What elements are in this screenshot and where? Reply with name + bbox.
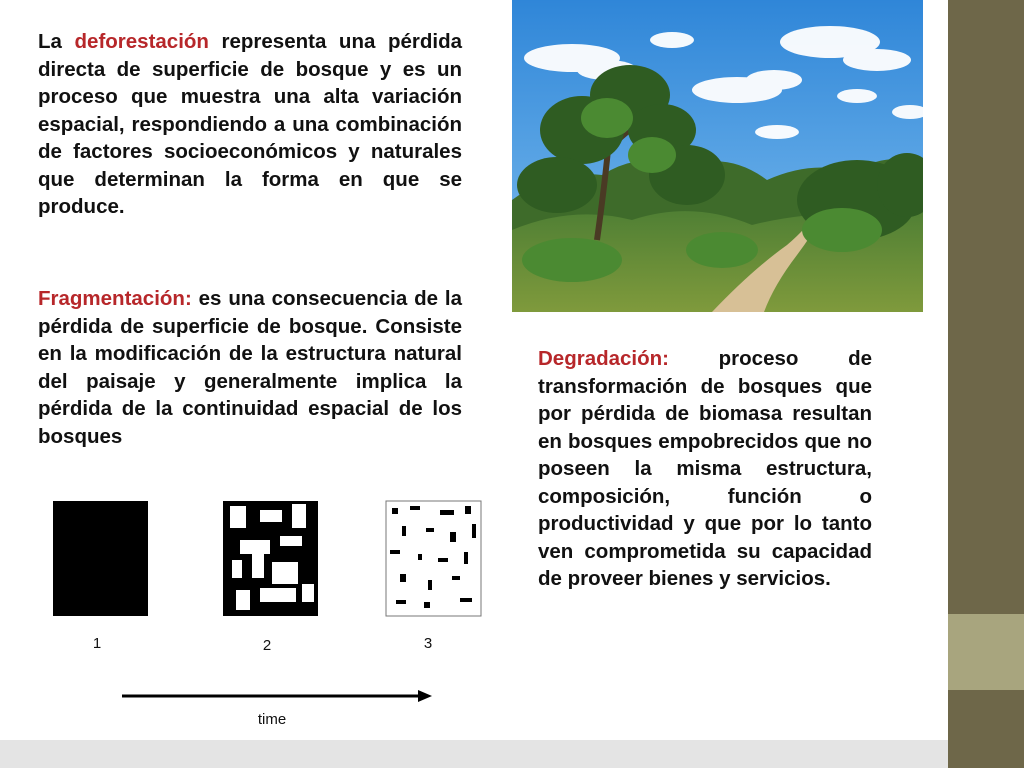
sidebar-band-top [948, 0, 1024, 614]
stage-1-forest-block [53, 501, 148, 616]
stage-3-label: 3 [423, 635, 433, 652]
degradation-text: proceso de transformación de bosques que por pérdida de biomasa resultan en bosques empobrecidos que no poseen la misma estructura, composición, función o productividad y que por lo tanto ven comprometida su capacidad de proveer bienes y servicios. [538, 347, 872, 590]
fragmentation-text: es una consecuencia de la pérdida de superficie de bosque. Consiste en la modificación de la estructura natural del paisaje y generalmente implica la pérdida de la continuidad espacial de los bosques [38, 287, 462, 448]
deforestation-keyword: deforestación [74, 30, 209, 53]
sidebar-band-middle [948, 614, 1024, 690]
time-arrow-head [418, 690, 432, 702]
stage-2-fragmented-forest [223, 501, 318, 616]
stage-3-degraded-forest [386, 501, 481, 616]
deforestation-intro: La [38, 30, 75, 53]
fragmentation-diagram [40, 488, 500, 738]
stage-1-label: 1 [92, 635, 102, 652]
fragmentation-paragraph [38, 285, 462, 450]
degradation-paragraph [538, 345, 872, 593]
time-axis-label: time [257, 711, 287, 728]
stage-2-label: 2 [262, 637, 272, 654]
deforestation-paragraph [38, 28, 462, 221]
forest-road-photo [512, 0, 923, 312]
degradation-keyword: Degradación: [538, 347, 669, 370]
deforestation-text: representa una pérdida directa de superficie de bosque y es un proceso que muestra una alta variación espacial, respondiendo a una combinación de factores socioeconómicos y naturales que determinan la forma en que se produce. [38, 30, 462, 218]
slide-bottom-margin [0, 740, 948, 768]
sidebar-band-bottom [948, 690, 1024, 768]
fragmentation-keyword: Fragmentación: [38, 287, 192, 310]
